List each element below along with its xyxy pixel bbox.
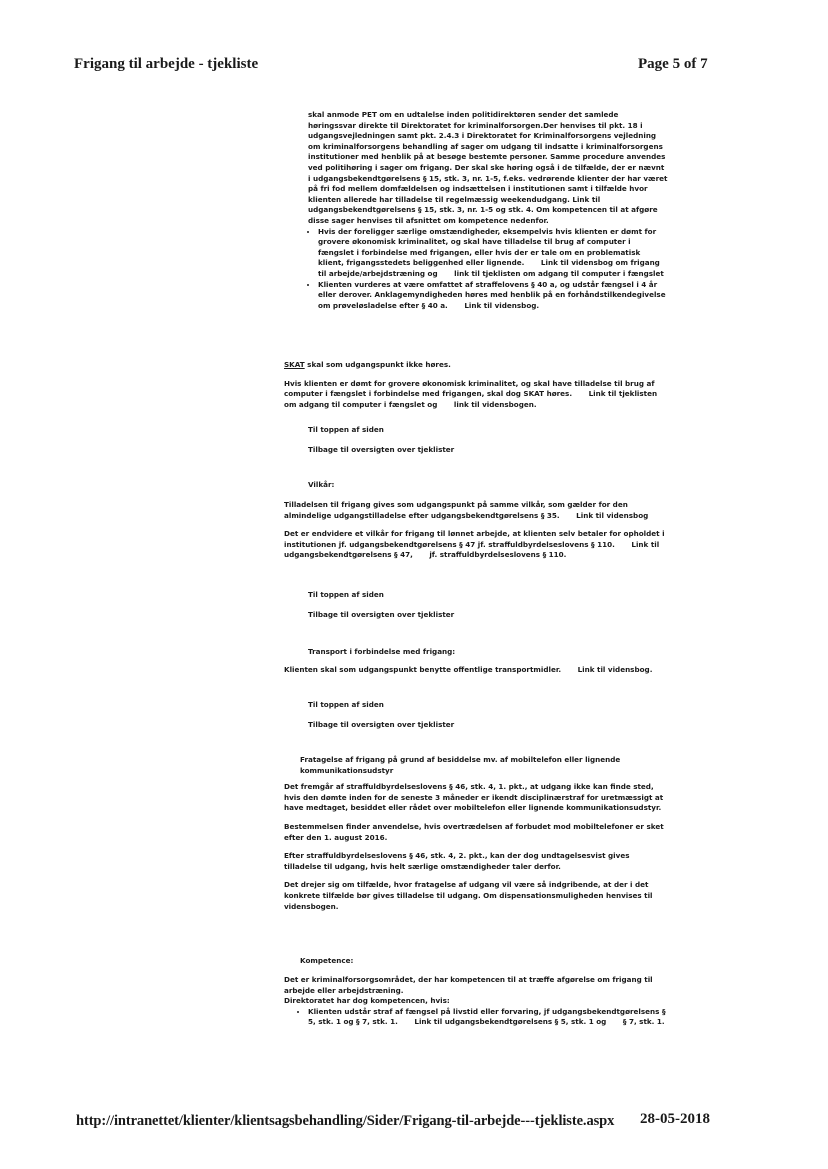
nav-top-link-3[interactable]: Til toppen af siden xyxy=(308,700,384,709)
section-hearing xyxy=(284,110,668,311)
link-vidensbog-vilkaar[interactable]: Link til vidensbog xyxy=(576,510,649,520)
link-tjekliste-computer-2[interactable]: Link til tjeklisten om adgang til computer i fængslet og xyxy=(284,389,658,409)
vilkaar-paragraph-2: Det er endvidere et vilkår for frigang til lønnet arbejde, at klienten selv betaler for opholdet i institutionen jf. udgangsbekendtgørelsens § 47 jf. straffuldbyrdelseslovens § 110. Link til udgangsbekendtgørelsens § 47, jf. straffuldbyrdelseslovens § 110. xyxy=(284,529,665,560)
section-fratagelse xyxy=(284,755,668,912)
footer-date: 28-05-2018 xyxy=(640,1111,710,1127)
link-udgangsbekendtgoerelse-47[interactable]: Link til udgangsbekendtgørelsens § 47, xyxy=(284,539,660,560)
list-item: • Hvis der foreligger særlige omstændigheder, eksempelvis hvis klienten er dømt for grovere økonomisk kriminalitet, og skal have tilladelse til brug af computer i fængslet i forbindelse med frigangen, eller hvis der er tale om en problematisk klient, frigangsstedets beliggenhed eller lignende. Link til vidensbog om frigang til arbejde/arbejdstræning og link til tjeklisten om adgang til computer i fængslet xyxy=(318,227,668,280)
skat-paragraph: SKAT skal som udgangspunkt ikke høres. xyxy=(284,360,451,369)
skat-link[interactable]: SKAT xyxy=(284,360,305,369)
link-vidensbog-transport[interactable]: Link til vidensbog. xyxy=(577,665,653,674)
hearing-bullets xyxy=(284,227,668,312)
list-item: • Klienten vurderes at være omfattet af straffelovens § 40 a, og udstår fængsel i 4 år eller derover. Anklagemyndigheden høres med henblik på en forhåndstilkendegivelse om prøveløsladelse efter § 40 a. Link til vidensbog. xyxy=(318,280,668,312)
link-vidensbog[interactable]: Link til vidensbog. xyxy=(464,300,540,310)
hearing-paragraph-cont: udgangsbekendtgørelsens § 15, stk. 3, nr. 1-5 og stk. 4. Om kompetencen til at afgøre disse sager henvises til afsnittet om kompetence nedenfor. xyxy=(308,205,658,225)
transport-heading: Transport i forbindelse med frigang: xyxy=(308,647,456,656)
link-udgangsbekendtgoerelse-7[interactable]: § 7, stk. 1. xyxy=(622,1017,665,1027)
link-til[interactable]: Link til xyxy=(414,1017,443,1027)
link-straffuldbyrdelsesloven-110[interactable]: jf. straffuldbyrdelseslovens § 110. xyxy=(429,550,567,560)
fratagelse-paragraph-4: Det drejer sig om tilfælde, hvor fratagelse af udgang vil være så indgribende, at der i det konkrete tilfælde bør gives tilladelse til udgang. Om dispensationsmuligheden henvises til vidensbogen. xyxy=(284,880,653,911)
fratagelse-paragraph-3: Efter straffuldbyrdelseslovens § 46, stk. 4, 2. pkt., kan der dog undtagelsesvist gives tilladelse til udgang, hvis helt særlige omstændigheder taler derfor. xyxy=(284,851,630,871)
kompetence-paragraph-1: Det er kriminalforsorgsområdet, der har kompetencen til at træffe afgørelse om frigang til arbejde eller arbejdstræning. xyxy=(284,975,653,995)
footer-url: http://intranettet/klienter/klientsagsbehandling/Sider/Frigang-til-arbejde---tjekliste.aspx xyxy=(76,1113,615,1129)
page-number: Page 5 of 7 xyxy=(638,56,708,72)
section-transport xyxy=(284,665,668,676)
link-udgangsbekendtgoerelse[interactable]: Link til xyxy=(572,194,601,204)
fratagelse-heading: Fratagelse af frigang på grund af besiddelse mv. af mobiltelefon eller lignende kommunikationsudstyr xyxy=(300,755,621,775)
nav-back-link-1[interactable]: Tilbage til oversigten over tjeklister xyxy=(308,445,455,454)
link-vidensbogen-dispensation[interactable]: vidensbogen. xyxy=(284,901,339,911)
computer-paragraph: Hvis klienten er dømt for grovere økonomisk kriminalitet, og skal have tilladelse til brug af computer i fængslet i forbindelse med frigangen, skal dog SKAT høres. Link til tjeklisten om adgang til computer i fængslet og link til vidensbogen. xyxy=(284,378,658,409)
link-vidensbog-frigang[interactable]: Link til vidensbog om frigang til arbejde/arbejdstræning og xyxy=(318,258,660,278)
transport-paragraph: Klienten skal som udgangspunkt benytte offentlige transportmidler. Link til vidensbog. xyxy=(284,665,653,674)
section-kompetence xyxy=(284,975,668,1028)
nav-top-link-1[interactable]: Til toppen af siden xyxy=(308,425,384,434)
nav-back-link-3[interactable]: Tilbage til oversigten over tjeklister xyxy=(308,720,455,729)
hearing-paragraph: skal anmode PET om en udtalelse inden politidirektøren sender det samlede høringssvar direkte til Direktoratet for kriminalforsorgen.Der henvises til pkt. 18 i udgangsvejledningen samt pkt. 2.4.3 i Direktoratet for Kriminalforsorgens vejledning om kriminalforsorgens behandling af sager om udgang til indsatte i kriminalforsorgens institutioner med henblik på at besøge bestemte personer. Samme procedure anvendes ved politihøring i sager om frigang. Der skal ske høring også i de tilfælde, der er nævnt i udgangsbekendtgørelsens § 15, stk. 3, nr. 1-5, f.eks. vedrørende klienter der har været på fri fod mellem domfældelsen og indsættelsen i institutionen samt i tilfælde hvor klienten allerede har tilladelse til regelmæssig weekendudgang. Link til udgangsbekendtgørelsens § 15, stk. 3, nr. 1-5 og stk. 4. Om kompetencen til at afgøre disse sager henvises til afsnittet om kompetence nedenfor. xyxy=(308,110,668,225)
nav-top-link-2[interactable]: Til toppen af siden xyxy=(308,590,384,599)
section-skat xyxy=(284,360,668,410)
fratagelse-paragraph-1: Det fremgår af straffuldbyrdelseslovens § 46, stk. 4, 1. pkt., at udgang ikke kan finde sted, hvis den dømte inden for de seneste 3 måneder er ikendt disciplinærstraf for uretmæssigt at have medtaget, besiddet eller rådet over mobiltelefon eller lignende kommunikationsudstyr. xyxy=(284,782,664,813)
nav-back-link-2[interactable]: Tilbage til oversigten over tjeklister xyxy=(308,610,455,619)
fratagelse-paragraph-2: Bestemmelsen finder anvendelse, hvis overtrædelsen af forbudet mod mobiltelefoner er sket efter den 1. august 2016. xyxy=(284,821,664,842)
kompetence-paragraph-2: Direktoratet har dog kompetencen, hvis: xyxy=(284,996,450,1006)
vilkaar-heading: Vilkår: xyxy=(308,480,335,489)
page-header-title: Frigang til arbejde - tjekliste xyxy=(74,56,259,72)
section-vilkaar xyxy=(284,500,668,561)
kompetence-heading: Kompetence: xyxy=(300,956,354,965)
link-tjekliste-computer[interactable]: link til tjeklisten om adgang til computer i fængslet xyxy=(454,268,664,278)
link-udgangsbekendtgoerelse-5[interactable]: udgangsbekendtgørelsens § 5, stk. 1 og xyxy=(444,1017,607,1027)
vilkaar-paragraph-1: Tilladelsen til frigang gives som udgangspunkt på samme vilkår, som gælder for den almindelige udgangstilladelse efter udgangsbekendtgørelsens § 35. Link til vidensbog xyxy=(284,500,649,520)
kompetence-bullets xyxy=(284,1007,668,1028)
link-vidensbogen[interactable]: link til vidensbogen. xyxy=(453,399,537,409)
list-item: • Klienten udstår straf af fængsel på livstid eller forvaring, jf udgangsbekendtgørelsens § 5, stk. 1 og § 7, stk. 1. Link til udgangsbekendtgørelsens § 5, stk. 1 og § 7, stk. 1. xyxy=(308,1007,668,1028)
